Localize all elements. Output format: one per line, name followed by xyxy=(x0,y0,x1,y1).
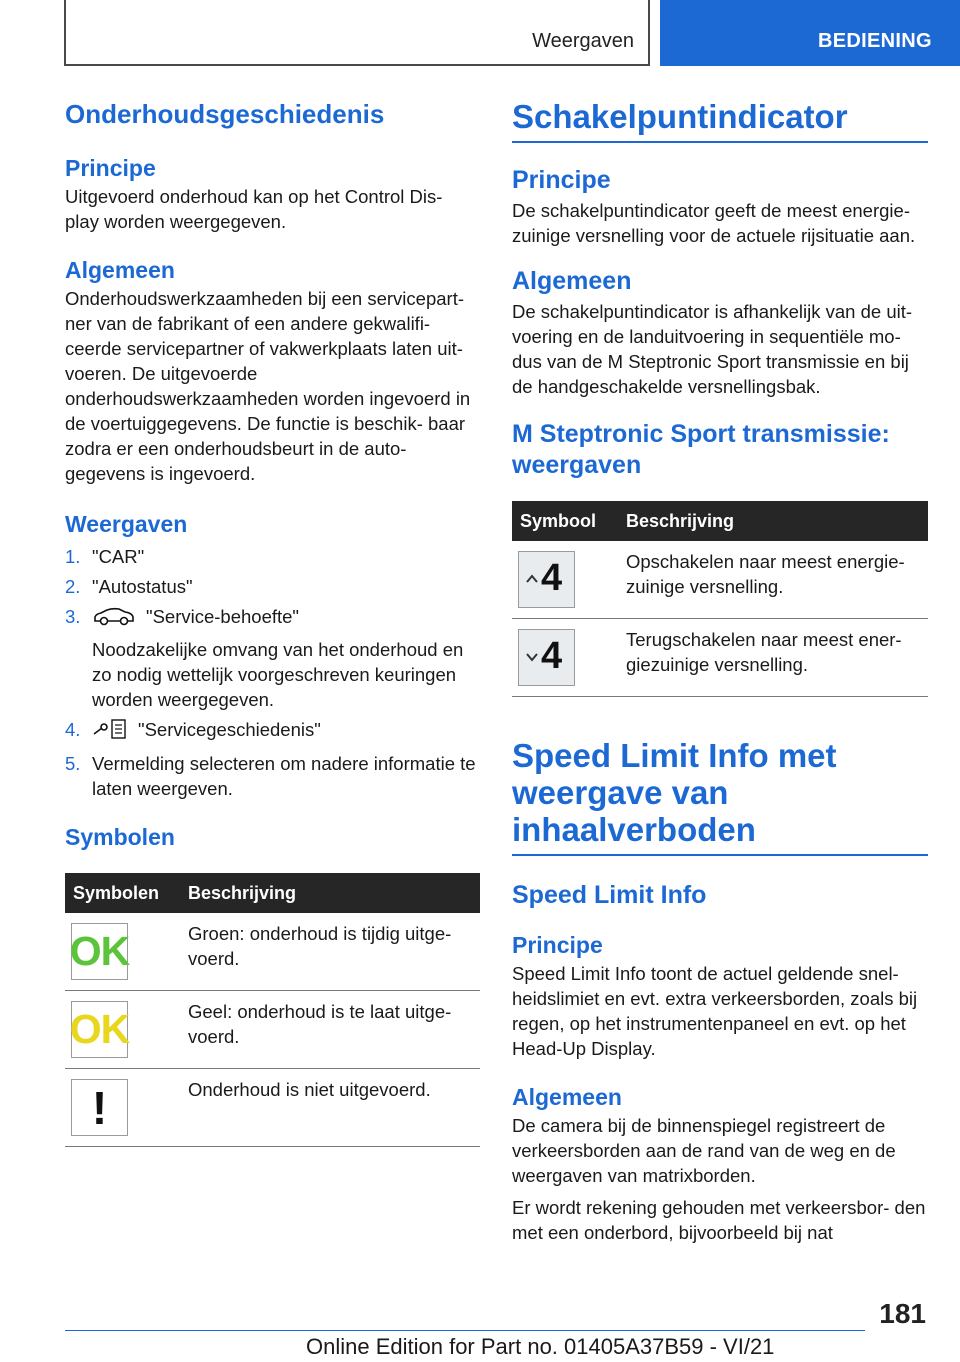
heading-weergaven: Weergaven xyxy=(65,511,188,537)
left-column xyxy=(65,98,480,1147)
table-cell-description: Geel: onderhoud is te laat uitge‐ voerd. xyxy=(180,991,480,1069)
section-title-speed-limit: Speed Limit Info met weergave van inhaalverboden xyxy=(512,737,928,856)
table-row xyxy=(65,991,480,1069)
table-header-row xyxy=(65,873,480,913)
table-row xyxy=(65,913,480,991)
header-section-box xyxy=(64,0,650,66)
upshift-gear-icon xyxy=(518,551,575,608)
table-row xyxy=(512,619,928,697)
page-number: 181 xyxy=(879,1298,926,1329)
table-header-beschrijving: Beschrijving xyxy=(618,501,928,541)
exclamation-symbol-text: ! xyxy=(91,1081,108,1134)
table-row xyxy=(512,541,928,619)
heading-speed-limit-info: Speed Limit Info xyxy=(512,881,707,909)
table-header-row xyxy=(512,501,928,541)
heading-algemeen: Algemeen xyxy=(65,257,175,283)
weergaven-steps xyxy=(65,544,480,801)
algemeen-text: De schakelpuntindicator is afhankelijk van de uit‐ voering en de landuitvoering in sequentiële mo‐ dus van de M Steptronic Sport transmissie en bij de handgeschakelde versnellingsbak. xyxy=(512,301,913,397)
footer-divider xyxy=(65,1330,865,1331)
step-text: "CAR" xyxy=(92,546,145,567)
exclamation-symbol-icon xyxy=(71,1079,128,1136)
step-text: "Service-behoefte" xyxy=(146,606,299,627)
heading-principe: Principe xyxy=(512,166,611,194)
list-item xyxy=(65,574,480,599)
table-header-symbool: Symbool xyxy=(512,501,618,541)
speed-limit-algemeen-text: De camera bij de binnenspiegel registreert de verkeersborden aan de rand van de weg en de weergaven van matrixborden. xyxy=(512,1115,896,1186)
ok-yellow-symbol-icon xyxy=(71,1001,128,1058)
speed-limit-principe-text: Speed Limit Info toont de actuel geldende snel‐ heidslimiet en evt. extra verkeersborden, zoals bij regen, op het instrumentenpaneel en evt. op het Head-Up Display. xyxy=(512,963,918,1059)
heading-principe: Principe xyxy=(512,932,603,958)
list-item xyxy=(65,544,480,569)
step-number: 3. xyxy=(65,606,81,627)
gear-number: 4 xyxy=(541,635,563,677)
step-text: "Autostatus" xyxy=(92,576,193,597)
downshift-gear-icon xyxy=(518,629,575,686)
section-title-onderhoudsgeschiedenis: Onderhoudsgeschiedenis xyxy=(65,99,385,129)
gear-number: 4 xyxy=(541,557,563,599)
ok-yellow-symbol-text: OK xyxy=(69,1006,130,1052)
table-header-symbolen: Symbolen xyxy=(65,873,180,913)
step-text: "Servicegeschiedenis" xyxy=(138,719,321,740)
right-column xyxy=(512,98,928,1245)
ok-green-symbol-text: OK xyxy=(69,928,130,974)
table-cell-description: Groen: onderhoud is tijdig uitge‐ voerd. xyxy=(180,913,480,991)
heading-algemeen: Algemeen xyxy=(512,1084,622,1110)
step-number: 2. xyxy=(65,576,81,597)
algemeen-text: Onderhoudswerkzaamheden bij een servicepart‐ ner van de fabrikant of een andere gekwalifi‐ ceerde servicepartner of vakwerkplaats laten uit‐ voeren. De uitgevoerde onderhoudswerkzaamheden worden ingevoerd in de voertuiggegevens. De functie is beschik‐ baar zodra er een onderhoudsbeurt in de auto‐ gegevens is ingevoerd. xyxy=(65,288,471,484)
step-text: Vermelding selecteren om nadere informatie te laten weergeven. xyxy=(92,753,476,799)
footer-edition: Online Edition for Part no. 01405A37B59 - VI/21 xyxy=(306,1334,775,1359)
principe-text: Uitgevoerd onderhoud kan op het Control Dis‐ play worden weergegeven. xyxy=(65,186,443,232)
schakelpunt-table xyxy=(512,501,928,697)
heading-symbolen: Symbolen xyxy=(65,824,175,850)
ok-green-symbol-icon xyxy=(71,923,128,980)
table-cell-description: Opschakelen naar meest energie‐ zuinige versnelling. xyxy=(618,541,928,619)
step-number: 4. xyxy=(65,719,81,740)
car-service-icon xyxy=(92,607,136,633)
list-item xyxy=(65,717,480,746)
step-subtext: Noodzakelijke omvang van het onderhoud en zo nodig wettelijk voorgeschreven keuringen worden weergegeven. xyxy=(92,639,464,710)
table-header-beschrijving: Beschrijving xyxy=(180,873,480,913)
heading-msteptronic: M Steptronic Sport transmissie: weergaven xyxy=(512,420,890,479)
heading-principe: Principe xyxy=(65,155,156,181)
heading-algemeen: Algemeen xyxy=(512,267,632,295)
principe-text: De schakelpuntindicator geeft de meest energie‐ zuinige versnelling voor de actuele rijsituatie aan. xyxy=(512,200,916,246)
section-title-schakelpuntindicator: Schakelpuntindicator xyxy=(512,98,928,143)
symbolen-table xyxy=(65,873,480,1147)
step-number: 1. xyxy=(65,546,81,567)
speed-limit-algemeen-text-2: Er wordt rekening gehouden met verkeersbor‐ den met een onderbord, bijvoorbeeld bij nat xyxy=(512,1197,926,1243)
table-row xyxy=(65,1069,480,1147)
table-cell-description: Terugschakelen naar meest ener‐ giezuinige versnelling. xyxy=(618,619,928,697)
header-chapter-title: BEDIENING xyxy=(818,30,932,52)
list-item xyxy=(65,751,480,801)
table-cell-description: Onderhoud is niet uitgevoerd. xyxy=(180,1069,480,1147)
step-number: 5. xyxy=(65,753,81,774)
service-history-icon xyxy=(92,718,128,746)
header-section-title: Weergaven xyxy=(532,30,634,52)
list-item xyxy=(65,604,480,712)
